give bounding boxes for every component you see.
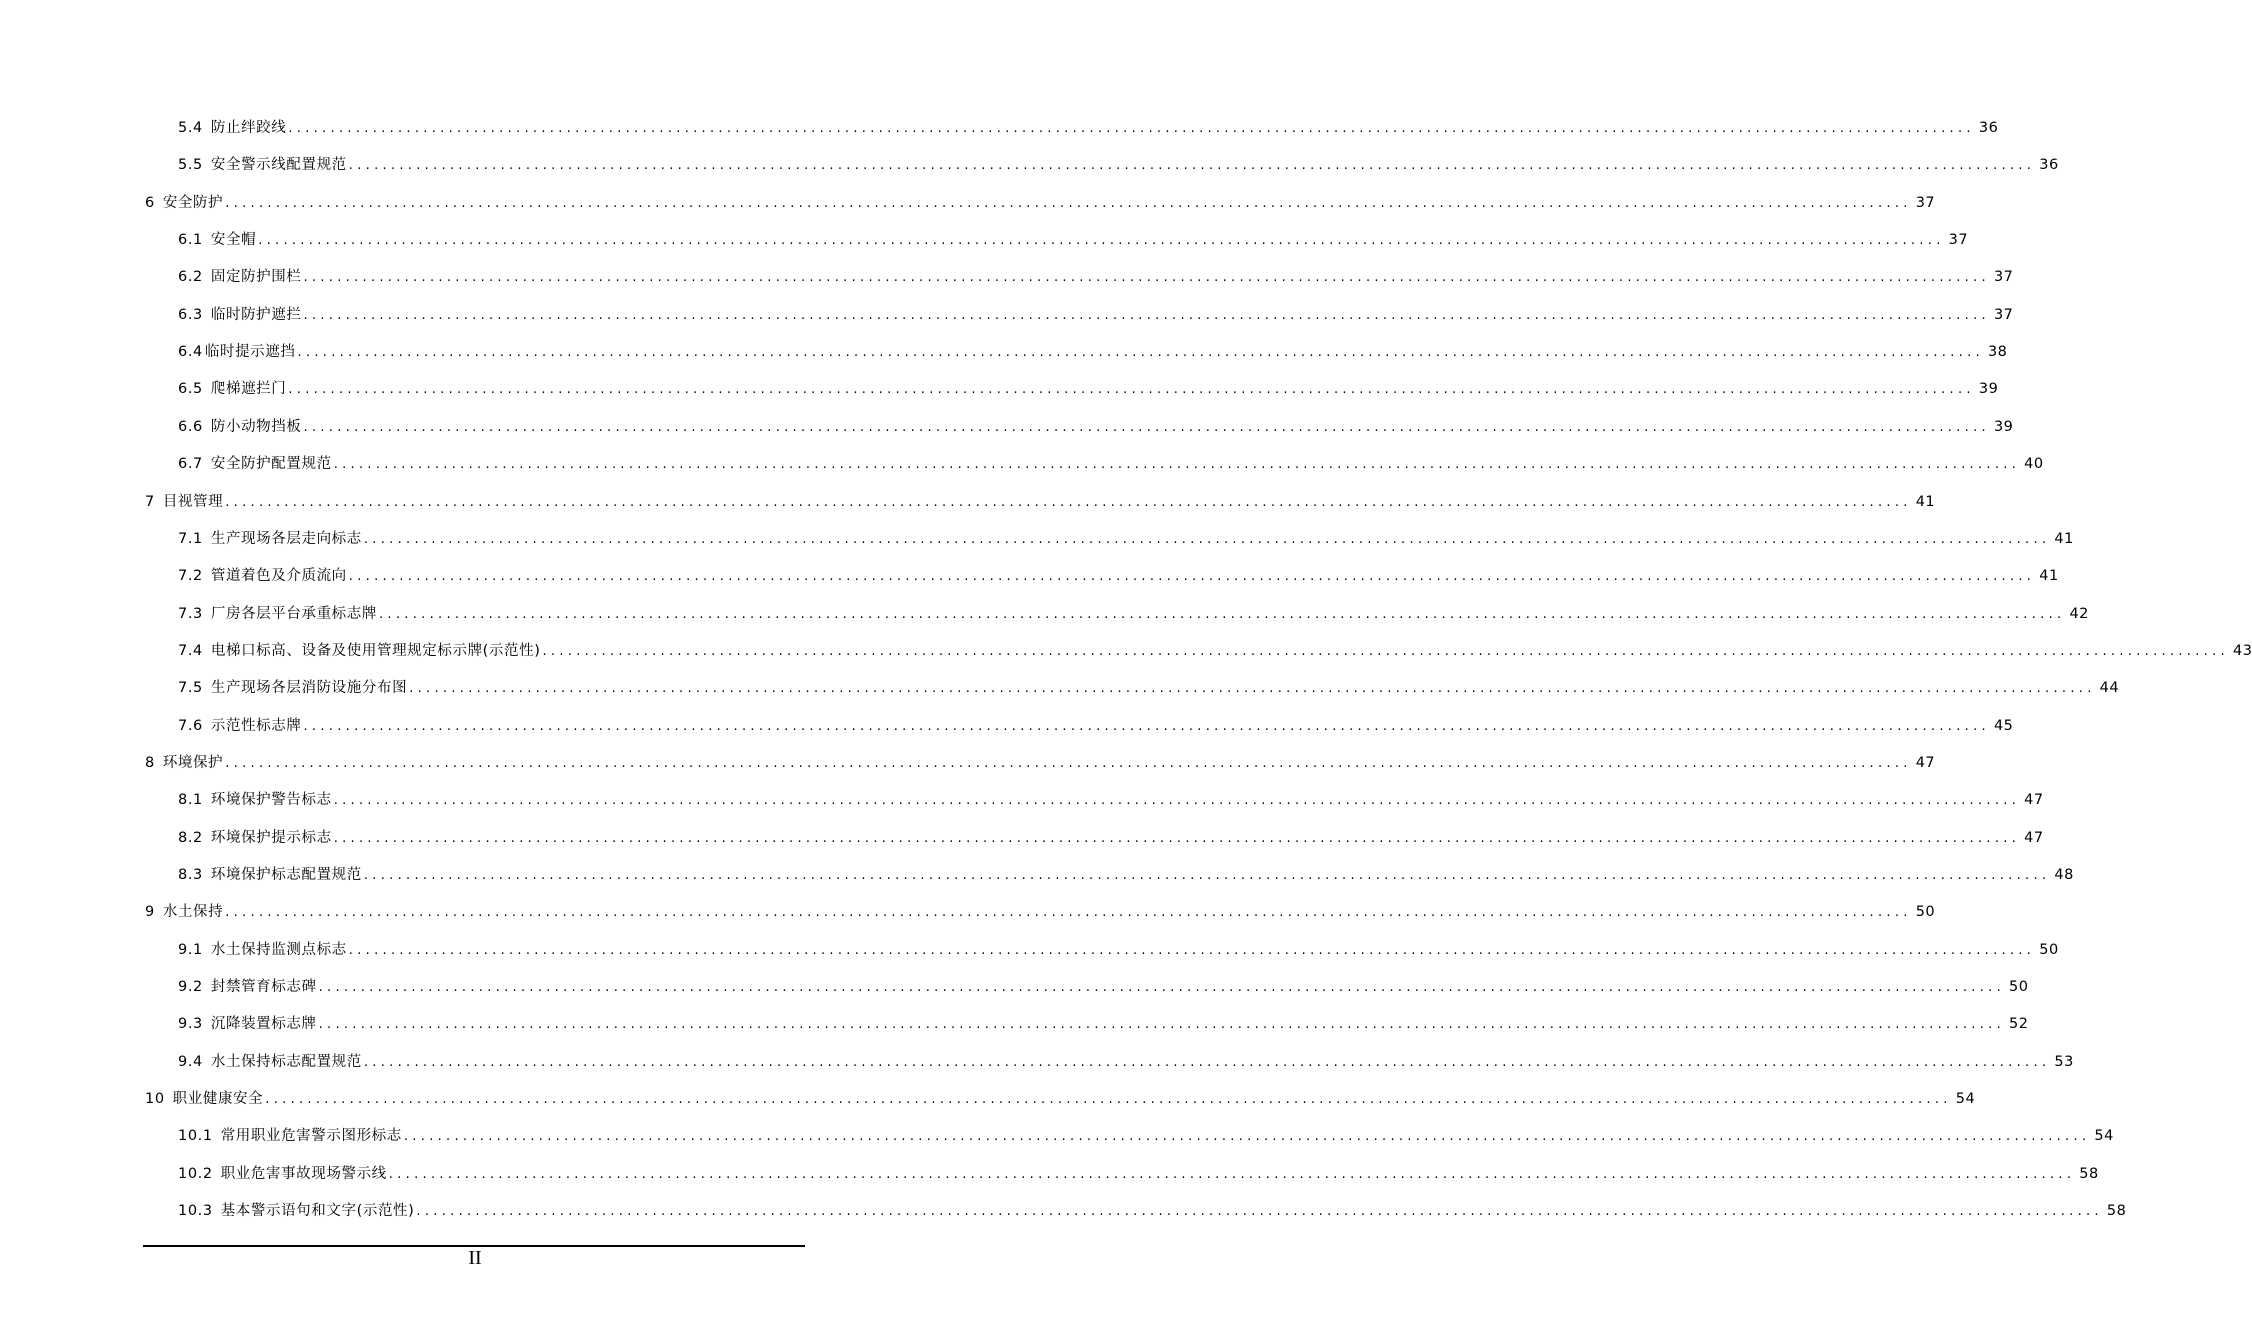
toc-entry-page: 52 bbox=[2009, 1016, 2029, 1033]
toc-entry-title bbox=[178, 1162, 387, 1186]
toc-entry-title bbox=[178, 863, 362, 887]
toc-entry-number: 9.3 bbox=[178, 1016, 203, 1033]
page-number: II bbox=[468, 1247, 482, 1269]
toc-entry-page: 44 bbox=[2099, 680, 2120, 697]
toc-entry-number: 6.3 bbox=[178, 306, 203, 323]
toc-dot-leader: ........................................................................................................................................................................................................ bbox=[388, 1166, 2076, 1182]
toc-dot-leader: ........................................................................................................................................................................................................ bbox=[303, 270, 1990, 286]
toc-section-entry[interactable] bbox=[178, 1199, 2127, 1223]
toc-entry-page: 45 bbox=[1993, 717, 2014, 734]
toc-entry-number: 8.1 bbox=[178, 792, 203, 809]
toc-entry-page: 50 bbox=[1915, 904, 1936, 921]
toc-section-entry[interactable] bbox=[178, 938, 2059, 962]
toc-entry-title bbox=[178, 938, 347, 962]
toc-entry-page: 47 bbox=[1915, 754, 1936, 771]
toc-entry-title bbox=[178, 527, 362, 551]
toc-entry-page: 43 bbox=[2232, 642, 2252, 659]
toc-dot-leader: ........................................................................................................................................................................................................ bbox=[333, 457, 2021, 473]
toc-entry-page: 37 bbox=[1948, 232, 1969, 249]
toc-dot-leader: ........................................................................................................................................................................................................ bbox=[225, 755, 1912, 771]
toc-entry-text: 目视管理 bbox=[162, 493, 224, 510]
toc-entry-title bbox=[145, 191, 223, 215]
toc-section-entry[interactable] bbox=[178, 564, 2059, 588]
toc-section-entry[interactable] bbox=[178, 116, 1999, 140]
toc-dot-leader: ........................................................................................................................................................................................................ bbox=[333, 793, 2021, 809]
toc-entry-page: 58 bbox=[2106, 1203, 2127, 1220]
toc-entry-number: 7.4 bbox=[178, 642, 203, 659]
toc-entry-text: 生产现场各层走向标志 bbox=[210, 530, 362, 547]
toc-entry-title bbox=[178, 228, 256, 252]
toc-entry-text: 基本警示语句和文字(示范性) bbox=[220, 1203, 415, 1220]
toc-section-entry[interactable] bbox=[178, 863, 2074, 887]
toc-section-entry[interactable] bbox=[178, 1162, 2099, 1186]
toc-entry-text: 环境保护标志配置规范 bbox=[210, 867, 362, 883]
toc-entry-page: 39 bbox=[1993, 418, 2014, 435]
toc-dot-leader: ........................................................................................................................................................................................................ bbox=[225, 494, 1912, 510]
toc-entry-title bbox=[178, 602, 377, 626]
toc-entry-number: 6.4 bbox=[178, 344, 203, 361]
toc-entry-number: 8.3 bbox=[178, 867, 203, 883]
toc-entry-text: 临时防护遮拦 bbox=[210, 306, 302, 323]
toc-dot-leader: ........................................................................................................................................................................................................ bbox=[333, 830, 2021, 846]
toc-entry-page: 47 bbox=[2024, 829, 2044, 846]
toc-entry-title bbox=[178, 714, 301, 738]
toc-entry-page: 36 bbox=[1978, 120, 1999, 136]
toc-entry-number: 7.1 bbox=[178, 530, 203, 547]
toc-entry-text: 环境保护警告标志 bbox=[210, 792, 332, 809]
toc-entry-page: 36 bbox=[2039, 157, 2059, 174]
toc-section-entry[interactable] bbox=[178, 377, 1999, 401]
toc-entry-text: 封禁管育标志碑 bbox=[210, 979, 317, 996]
toc-section-entry[interactable] bbox=[178, 676, 2120, 700]
toc-entry-page: 37 bbox=[1993, 269, 2014, 286]
toc-entry-number: 6.6 bbox=[178, 418, 203, 435]
toc-entry-page: 39 bbox=[1978, 381, 1999, 398]
toc-chapter-entry[interactable] bbox=[145, 490, 1936, 514]
toc-dot-leader: ........................................................................................................................................................................................................ bbox=[303, 718, 1990, 734]
toc-entry-text: 水土保持监测点标志 bbox=[210, 941, 347, 958]
toc-section-entry[interactable] bbox=[178, 153, 2059, 177]
toc-entry-text: 沉降装置标志牌 bbox=[210, 1016, 317, 1033]
toc-entry-page: 40 bbox=[2024, 456, 2044, 473]
toc-entry-text: 临时提示遮挡 bbox=[204, 344, 296, 361]
toc-dot-leader: ........................................................................................................................................................................................................ bbox=[348, 942, 2036, 958]
toc-entry-text: 防止绊跤线 bbox=[210, 120, 287, 136]
toc-dot-leader: ........................................................................................................................................................................................................ bbox=[348, 569, 2036, 585]
toc-dot-leader: ........................................................................................................................................................................................................ bbox=[348, 158, 2036, 174]
toc-dot-leader: ........................................................................................................................................................................................................ bbox=[378, 606, 2066, 622]
toc-chapter-entry[interactable] bbox=[145, 900, 1936, 924]
toc-dot-leader: ........................................................................................................................................................................................................ bbox=[318, 1017, 2006, 1033]
toc-entry-number: 5.5 bbox=[178, 157, 203, 174]
toc-entry-number: 10.3 bbox=[178, 1203, 213, 1220]
toc-entry-text: 厂房各层平台承重标志牌 bbox=[210, 605, 377, 622]
toc-entry-title bbox=[178, 1012, 317, 1036]
toc-dot-leader: ........................................................................................................................................................................................................ bbox=[403, 1129, 2091, 1145]
toc-entry-text: 水土保持标志配置规范 bbox=[210, 1053, 362, 1070]
toc-entry-title bbox=[145, 900, 223, 924]
toc-entry-number: 9.4 bbox=[178, 1053, 203, 1070]
toc-entry-number: 10 bbox=[145, 1091, 165, 1108]
toc-entry-page: 50 bbox=[2009, 979, 2029, 996]
toc-entry-text: 管道着色及介质流向 bbox=[210, 568, 347, 585]
toc-section-entry[interactable] bbox=[178, 265, 2014, 289]
toc-entry-page: 37 bbox=[1993, 306, 2014, 323]
toc-entry-number: 8 bbox=[145, 754, 155, 771]
toc-entry-number: 9.2 bbox=[178, 979, 203, 996]
toc-entry-text: 职业健康安全 bbox=[172, 1091, 264, 1108]
toc-entry-number: 7.2 bbox=[178, 568, 203, 585]
toc-entry-page: 42 bbox=[2069, 605, 2089, 622]
toc-entry-title bbox=[178, 1199, 414, 1223]
toc-entry-title bbox=[178, 116, 286, 140]
toc-entry-number: 7.6 bbox=[178, 717, 203, 734]
toc-entry-page: 38 bbox=[1987, 344, 2008, 361]
toc-entry-title bbox=[178, 676, 407, 700]
toc-entry-text: 职业危害事故现场警示线 bbox=[220, 1165, 387, 1182]
toc-entry-title bbox=[178, 1050, 362, 1074]
toc-section-entry[interactable] bbox=[178, 527, 2074, 551]
toc-entry-number: 6.2 bbox=[178, 269, 203, 286]
toc-entry-text: 防小动物挡板 bbox=[210, 418, 302, 435]
toc-section-entry[interactable] bbox=[178, 714, 2014, 738]
toc-entry-page: 54 bbox=[1955, 1091, 1976, 1108]
toc-section-entry[interactable] bbox=[178, 340, 2008, 364]
toc-entry-number: 6 bbox=[145, 194, 155, 211]
toc-entry-number: 5.4 bbox=[178, 120, 203, 136]
toc-entry-page: 58 bbox=[2079, 1165, 2099, 1182]
toc-entry-text: 生产现场各层消防设施分布图 bbox=[210, 680, 408, 697]
toc-entry-page: 41 bbox=[2039, 568, 2059, 585]
toc-dot-leader: ........................................................................................................................................................................................................ bbox=[288, 121, 1975, 136]
toc-dot-leader: ........................................................................................................................................................................................................ bbox=[318, 980, 2006, 996]
toc-dot-leader: ........................................................................................................................................................................................................ bbox=[303, 419, 1990, 435]
toc-chapter-entry[interactable] bbox=[145, 751, 1936, 775]
toc-entry-text: 常用职业危害警示图形标志 bbox=[220, 1128, 402, 1145]
toc-dot-leader: ........................................................................................................................................................................................................ bbox=[363, 868, 2051, 883]
toc-entry-number: 10.1 bbox=[178, 1128, 213, 1145]
toc-section-entry[interactable] bbox=[178, 639, 2252, 663]
toc-dot-leader: ........................................................................................................................................................................................................ bbox=[303, 307, 1990, 323]
toc-dot-leader: ........................................................................................................................................................................................................ bbox=[288, 382, 1975, 398]
toc-section-entry[interactable] bbox=[178, 303, 2014, 327]
toc-entry-text: 安全警示线配置规范 bbox=[210, 157, 347, 174]
toc-entry-title bbox=[178, 975, 317, 999]
toc-entry-title bbox=[145, 490, 223, 514]
toc-dot-leader: ........................................................................................................................................................................................................ bbox=[297, 345, 1984, 361]
toc-entry-title bbox=[178, 826, 332, 850]
toc-entry-number: 6.7 bbox=[178, 456, 203, 473]
toc-entry-number: 9 bbox=[145, 904, 155, 921]
toc-dot-leader: ........................................................................................................................................................................................................ bbox=[409, 681, 2096, 697]
toc-entry-title bbox=[178, 788, 332, 812]
toc-entry-title bbox=[178, 340, 295, 364]
toc-entry-page: 47 bbox=[2024, 792, 2044, 809]
toc-dot-leader: ........................................................................................................................................................................................................ bbox=[363, 1054, 2051, 1070]
toc-entry-number: 6.1 bbox=[178, 232, 203, 249]
toc-entry-text: 安全防护配置规范 bbox=[210, 456, 332, 473]
toc-entry-text: 安全帽 bbox=[210, 232, 257, 249]
toc-entry-title bbox=[178, 1124, 402, 1148]
toc-entry-page: 41 bbox=[2054, 530, 2074, 547]
toc-entry-number: 7 bbox=[145, 493, 155, 510]
toc-entry-number: 8.2 bbox=[178, 829, 203, 846]
toc-entry-number: 10.2 bbox=[178, 1165, 213, 1182]
toc-entry-page: 50 bbox=[2039, 941, 2059, 958]
toc-entry-page: 54 bbox=[2094, 1128, 2114, 1145]
toc-entry-text: 安全防护 bbox=[162, 194, 224, 211]
toc-dot-leader: ........................................................................................................................................................................................................ bbox=[542, 643, 2229, 659]
toc-entry-page: 48 bbox=[2054, 867, 2074, 883]
toc-entry-page: 41 bbox=[1915, 493, 1936, 510]
toc-entry-text: 固定防护围栏 bbox=[210, 269, 302, 286]
toc-section-entry[interactable] bbox=[178, 1050, 2074, 1074]
toc-entry-title bbox=[178, 153, 347, 177]
toc-entry-title bbox=[178, 639, 541, 663]
toc-entry-title bbox=[178, 303, 301, 327]
toc-entry-title bbox=[178, 377, 286, 401]
toc-entry-title bbox=[178, 452, 332, 476]
toc-entry-title bbox=[178, 415, 301, 439]
toc-entry-number: 9.1 bbox=[178, 941, 203, 958]
toc-section-entry[interactable] bbox=[178, 826, 2044, 850]
toc-dot-leader: ........................................................................................................................................................................................................ bbox=[416, 1204, 2103, 1220]
toc-section-entry[interactable] bbox=[178, 452, 2044, 476]
toc-entry-title bbox=[145, 1087, 263, 1111]
toc-entry-page: 37 bbox=[1915, 194, 1936, 211]
toc-section-entry[interactable] bbox=[178, 975, 2029, 999]
toc-entry-title bbox=[145, 751, 223, 775]
toc-dot-leader: ........................................................................................................................................................................................................ bbox=[258, 233, 1945, 249]
toc-entry-number: 7.3 bbox=[178, 605, 203, 622]
toc-entry-page: 53 bbox=[2054, 1053, 2074, 1070]
toc-entry-text: 环境保护提示标志 bbox=[210, 829, 332, 846]
toc-section-entry[interactable] bbox=[178, 415, 2014, 439]
toc-entry-text: 电梯口标高、设备及使用管理规定标示牌(示范性) bbox=[210, 642, 541, 659]
toc-section-entry[interactable] bbox=[178, 788, 2044, 812]
toc-dot-leader: ........................................................................................................................................................................................................ bbox=[363, 531, 2051, 547]
toc-dot-leader: ........................................................................................................................................................................................................ bbox=[225, 195, 1912, 211]
toc-chapter-entry[interactable] bbox=[145, 191, 1936, 215]
toc-section-entry[interactable] bbox=[178, 1012, 2029, 1036]
toc-dot-leader: ........................................................................................................................................................................................................ bbox=[225, 905, 1912, 921]
toc-section-entry[interactable] bbox=[178, 602, 2089, 626]
toc-entry-text: 环境保护 bbox=[162, 754, 224, 771]
toc-entry-title bbox=[178, 564, 347, 588]
toc-entry-number: 6.5 bbox=[178, 381, 203, 398]
toc-chapter-entry[interactable] bbox=[145, 1087, 1976, 1111]
toc-section-entry[interactable] bbox=[178, 228, 1969, 252]
toc-entry-number: 7.5 bbox=[178, 680, 203, 697]
toc-entry-text: 示范性标志牌 bbox=[210, 717, 302, 734]
toc-dot-leader: ........................................................................................................................................................................................................ bbox=[265, 1092, 1952, 1108]
toc-entry-text: 爬梯遮拦门 bbox=[210, 381, 287, 398]
toc-entry-title bbox=[178, 265, 301, 289]
toc-section-entry[interactable] bbox=[178, 1124, 2114, 1148]
toc-entry-text: 水土保持 bbox=[162, 904, 224, 921]
